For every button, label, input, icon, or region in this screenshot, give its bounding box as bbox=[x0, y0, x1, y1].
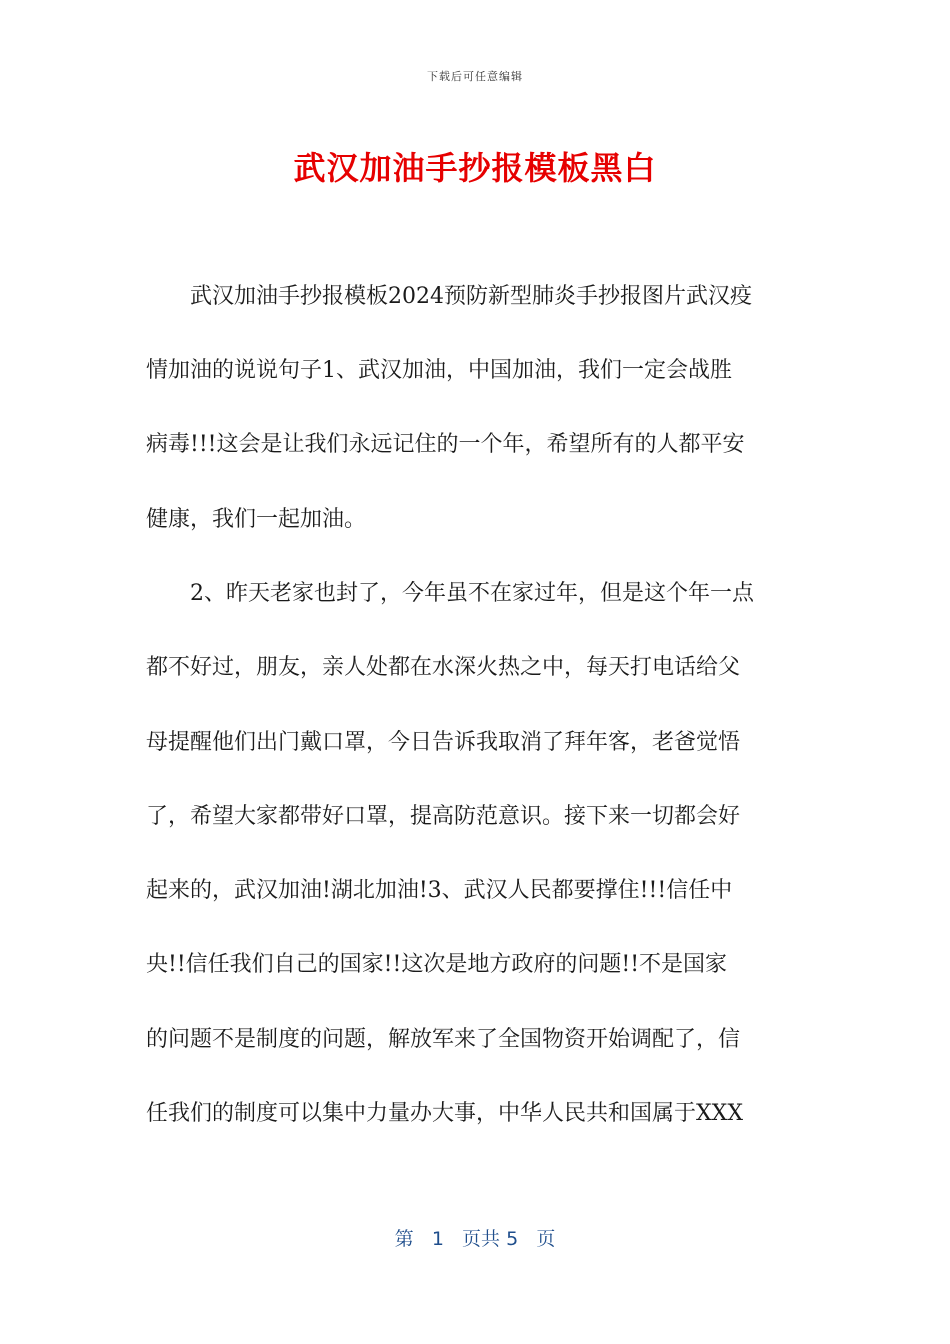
footer-current-page: 1 bbox=[431, 1228, 444, 1250]
body-line: 起来的，武汉加油!湖北加油!3、武汉人民都要撑住!!!信任中 bbox=[146, 878, 733, 903]
body-line: 的问题不是制度的问题，解放军来了全国物资开始调配了，信 bbox=[146, 1027, 741, 1052]
page-footer bbox=[0, 1224, 950, 1251]
header-note: 下载后可任意编辑 bbox=[427, 70, 523, 83]
body-line: 健康，我们一起加油。 bbox=[146, 507, 367, 532]
footer-page-suffix: 页 bbox=[536, 1228, 556, 1250]
body-line: 了，希望大家都带好口罩，提高防范意识。接下来一切都会好 bbox=[146, 804, 741, 829]
body-line: 2、昨天老家也封了，今年虽不在家过年，但是这个年一点 bbox=[146, 581, 754, 606]
body-line: 都不好过，朋友，亲人处都在水深火热之中，每天打电话给父 bbox=[146, 655, 741, 680]
document-title: 武汉加油手抄报模板黑白 bbox=[293, 149, 657, 187]
body-line: 母提醒他们出门戴口罩，今日告诉我取消了拜年客，老爸觉悟 bbox=[146, 730, 741, 755]
body-line: 情加油的说说句子1、武汉加油，中国加油，我们一定会战胜 bbox=[146, 358, 732, 383]
footer-page-prefix: 第 bbox=[394, 1228, 414, 1250]
body-line: 任我们的制度可以集中力量办大事，中华人民共和国属于XXX bbox=[146, 1101, 743, 1126]
body-line: 武汉加油手抄报模板2024预防新型肺炎手抄报图片武汉疫 bbox=[146, 284, 752, 309]
body-line: 病毒!!!这会是让我们永远记住的一个年，希望所有的人都平安 bbox=[146, 432, 745, 457]
footer-total-pages: 5 bbox=[506, 1228, 519, 1250]
footer-page-middle: 页共 bbox=[462, 1228, 501, 1250]
body-line: 央!!信任我们自己的国家!!这次是地方政府的问题!!不是国家 bbox=[146, 952, 728, 977]
